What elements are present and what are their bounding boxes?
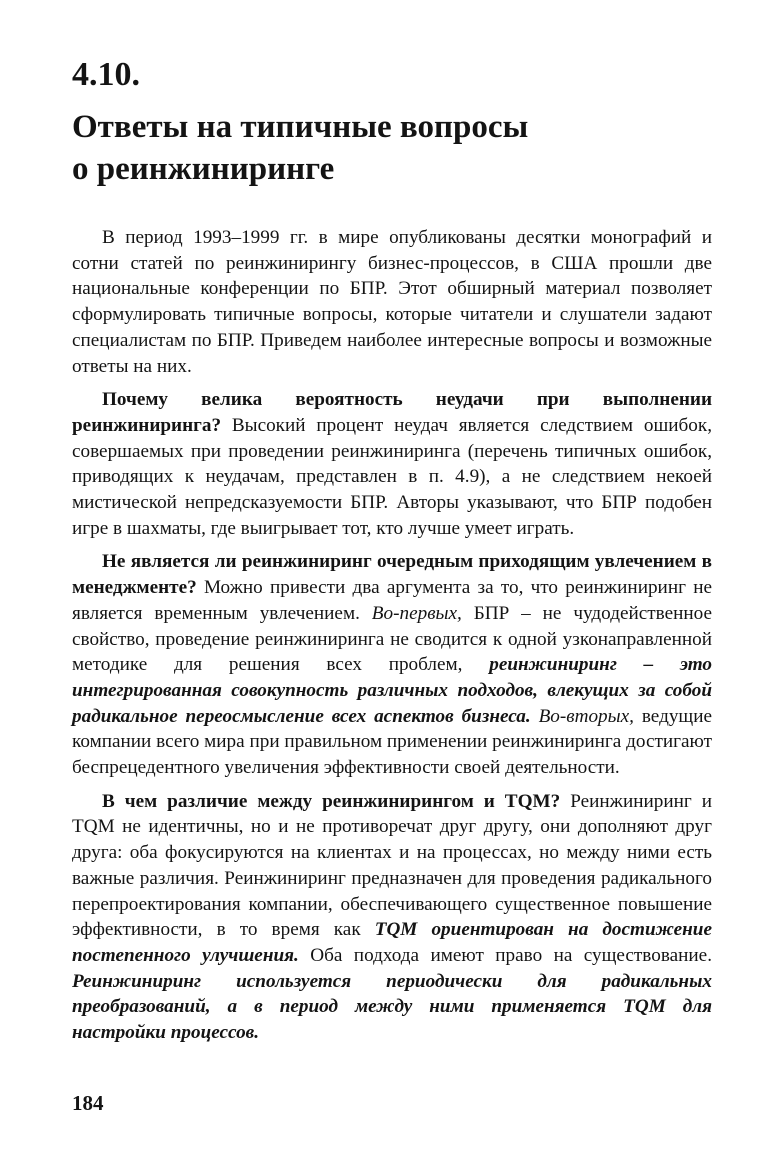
book-page [72,54,712,1046]
section-title [72,106,712,190]
answer-2-part-2: БПР – не чудодейственное свойство, проведение реинжиниринга не сводится к одной узконаправленной методике для решения всех проблем, [72,602,712,676]
section-title-line-2: о реинжиниринге [72,151,335,187]
body-text [72,225,712,1046]
answer-2-part-3: ведущие компании всего мира при правильном применении реинжиниринга достигают беспрецедентного увеличения эффективности своей деятельности. [72,705,712,779]
section-number: 4.10. [72,56,140,93]
answer-3-part-1: Реинжиниринг и TQM не идентичны, но и не противоречат друг другу, они дополняют друг друга: оба фокусируются на клиентах и на процессах, но между ними есть важные различия. Реинжиниринг предназначен для проведения радикального перепроектирования компании, обеспечивающего существенное повышение эффективности, в то время как [72,790,712,941]
intro-paragraph: В период 1993–1999 гг. в мире опубликованы десятки монографий и сотни статей по реинжинирингу бизнес-процессов, в США прошли две национальные конференции по БПР. Этот обширный материал позволяет сформулировать типичные вопросы, которые читатели и слушатели задают специалистам по БПР. Приведем наиболее интересные вопросы и возможные ответы на них. [72,227,712,377]
question-1: Почему велика вероятность неудачи при выполнении реинжиниринга? [72,389,712,436]
answer-2-part-1: Можно привести два аргумента за то, что реинжиниринг не является временным увлечением. [72,577,712,624]
question-2: Не является ли реинжиниринг очередным приходящим увлечением в менеджменте? [72,551,712,599]
page-number: 184 [72,1091,104,1115]
question-3: В чем различие между реинжинирингом и TQM? [102,790,561,812]
question-paragraph-3 [72,789,712,1046]
answer-2-emphasis: реинжиниринг – это интегрированная совокупность различных подходов, влекущих за собой радикальное переосмысление всех аспектов бизнеса. [72,654,712,727]
answer-3-emphasis-2: Реинжиниринг используется периодически для радикальных преобразований, а в период между ними применяется TQM для настройки процессов. [72,970,712,1044]
first-label: Во-первых, [371,602,462,624]
question-paragraph-1 [72,387,712,541]
section-title-line-1: Ответы на типичные вопросы [72,109,529,145]
answer-3-emphasis-1: TQM ориентирован на достижение постепенного улучшения. [72,919,712,966]
second-label: Во-вторых, [538,705,634,727]
answer-3-part-2: Оба подхода имеют право на существование. [298,944,712,966]
answer-1: Высокий процент неудач является следствием ошибок, совершаемых при проведении реинжиниринга (перечень типичных ошибок, приводящих к неудачам, представлен в п. 4.9), а не следствием некоей мистической непредсказуемости БПР. Авторы указывают, что БПР подобен игре в шахматы, где выигрывает тот, кто лучше умеет играть. [72,414,712,539]
question-paragraph-2 [72,549,712,780]
